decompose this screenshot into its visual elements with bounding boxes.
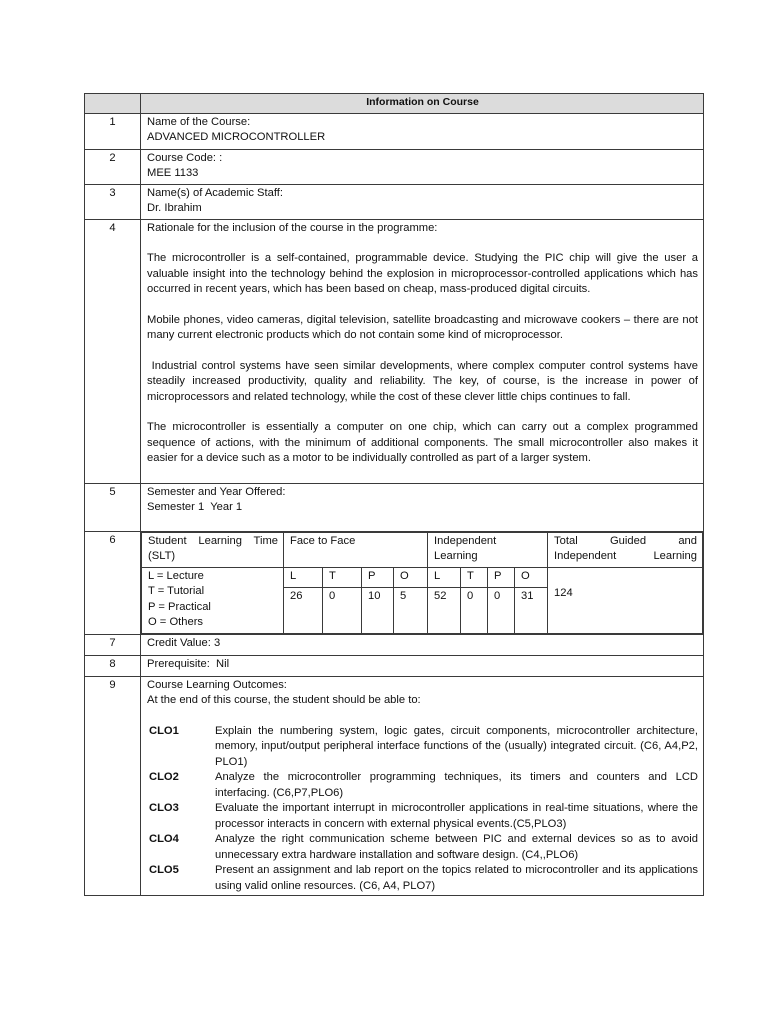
hours-value: 0 [461, 587, 488, 633]
slt-legend [142, 567, 284, 633]
col-header: T [461, 567, 488, 587]
header-number-cell [85, 94, 141, 114]
prerequisite: Prerequisite: Nil [141, 655, 704, 676]
row-prerequisite [85, 655, 704, 676]
col-header: P [488, 567, 515, 587]
clo-text: Explain the numbering system, logic gates, circuit components, microcontroller architecture, memory, input/output peripheral interface functions of the (usually) integrated circuit. (C6, A4,P2, PLO1) [215, 724, 698, 768]
list-item [147, 863, 698, 894]
semester-value: Semester 1 Year 1 [147, 501, 243, 513]
credit-value: Credit Value: 3 [141, 634, 704, 655]
row-semester [85, 483, 704, 531]
list-item [147, 770, 698, 801]
course-info-table [84, 93, 704, 896]
row-learning-outcomes [85, 676, 704, 896]
legend-tutorial: T = Tutorial [148, 585, 205, 597]
slt-table [141, 532, 703, 634]
course-name-value: ADVANCED MICROCONTROLLER [147, 131, 326, 143]
rationale-paragraph: The microcontroller is a self-contained, programmable device. Studying the PIC chip will give the user a valuable insight into the technology behind the explosion in microprocessor-controlled applications which has occurred in recent years, which has been based on cheap, mass-produced digital circuits. [147, 252, 698, 295]
table-title: Information on Course [141, 94, 704, 114]
row-slt [85, 531, 704, 634]
total-learning-header: Total Guided and Independent Learning [548, 532, 703, 567]
col-header: P [362, 567, 394, 587]
face-to-face-header: Face to Face [284, 532, 428, 567]
row-number: 1 [85, 113, 141, 149]
row-course-name [85, 113, 704, 149]
list-item [147, 801, 698, 832]
semester-label: Semester and Year Offered: [147, 485, 286, 498]
row-number: 2 [85, 149, 141, 184]
total-value: 124 [548, 567, 703, 633]
col-header: O [515, 567, 548, 587]
clo-code: CLO3 [149, 802, 179, 814]
col-header: L [284, 567, 323, 587]
clo-code: CLO1 [149, 724, 179, 737]
clo-text: Analyze the microcontroller programming techniques, its timers and counters and LCD interfacing. (C6,P7,PLO6) [215, 771, 698, 799]
clo-text: Evaluate the important interrupt in microcontroller applications in real-time situations, where the processor interacts in concern with external physical events.(C5,PLO3) [215, 802, 698, 830]
list-item [147, 724, 698, 771]
col-header: L [428, 567, 461, 587]
clo-label: Course Learning Outcomes: [147, 678, 287, 691]
row-academic-staff [85, 184, 704, 219]
legend-others: O = Others [148, 616, 204, 628]
row-number: 3 [85, 184, 141, 219]
academic-staff-label: Name(s) of Academic Staff: [147, 186, 283, 199]
row-rationale [85, 219, 704, 483]
clo-list [147, 724, 698, 895]
row-credit-value [85, 634, 704, 655]
clo-code: CLO4 [149, 833, 179, 845]
clo-intro: At the end of this course, the student should be able to: [147, 694, 421, 706]
course-code-label: Course Code: : [147, 151, 223, 164]
row-number: 7 [85, 634, 141, 655]
rationale-paragraph: The microcontroller is essentially a computer on one chip, which can carry out a complex programmed sequence of actions, with the minimum of additional components. The small microcontroller also makes it easier for a device such as a motor to be individually controlled as part of a larger system. [147, 421, 698, 464]
course-name-label: Name of the Course: [147, 115, 251, 128]
legend-practical: P = Practical [148, 600, 211, 613]
legend-lecture: L = Lecture [148, 569, 204, 582]
hours-value: 26 [284, 587, 323, 633]
rationale-paragraph: Mobile phones, video cameras, digital television, satellite broadcasting and microwave cookers – there are not many current electronic products which do not contain some kind of microprocessor. [147, 313, 698, 341]
list-item [147, 832, 698, 863]
academic-staff-value: Dr. Ibrahim [147, 202, 202, 214]
rationale-paragraph: Industrial control systems have seen similar developments, where complex computer control systems have steadily increased productivity, quality and reliability. The key, of course, is the increase in power of microprocessors and related technology, while the cost of these clever little chips continues to fall. [147, 359, 702, 403]
course-code-value: MEE 1133 [147, 167, 199, 179]
header-row [85, 94, 704, 114]
hours-value: 0 [323, 587, 362, 633]
row-number: 8 [85, 655, 141, 676]
row-number: 6 [85, 531, 141, 634]
row-number: 5 [85, 483, 141, 531]
clo-code: CLO2 [149, 771, 179, 783]
hours-value: 5 [394, 587, 428, 633]
hours-value: 31 [515, 587, 548, 633]
hours-value: 0 [488, 587, 515, 633]
row-number: 4 [85, 219, 141, 483]
independent-learning-header: Independent Learning [428, 532, 548, 567]
col-header: O [394, 567, 428, 587]
clo-text: Present an assignment and lab report on the topics related to microcontroller and its applications using valid online resources. (C6, A4, PLO7) [215, 864, 698, 892]
row-number: 9 [85, 676, 141, 896]
rationale-label: Rationale for the inclusion of the course in the programme: [147, 221, 438, 234]
slt-label: Student Learning Time (SLT) [142, 532, 284, 567]
hours-value: 52 [428, 587, 461, 633]
clo-code: CLO5 [149, 864, 179, 876]
clo-text: Analyze the right communication scheme between PIC and external devices so as to avoid unnecessary extra hardware installation and software design. (C4,,PLO6) [215, 833, 698, 861]
slt-cell [141, 531, 704, 634]
col-header: T [323, 567, 362, 587]
hours-value: 10 [362, 587, 394, 633]
row-course-code [85, 149, 704, 184]
